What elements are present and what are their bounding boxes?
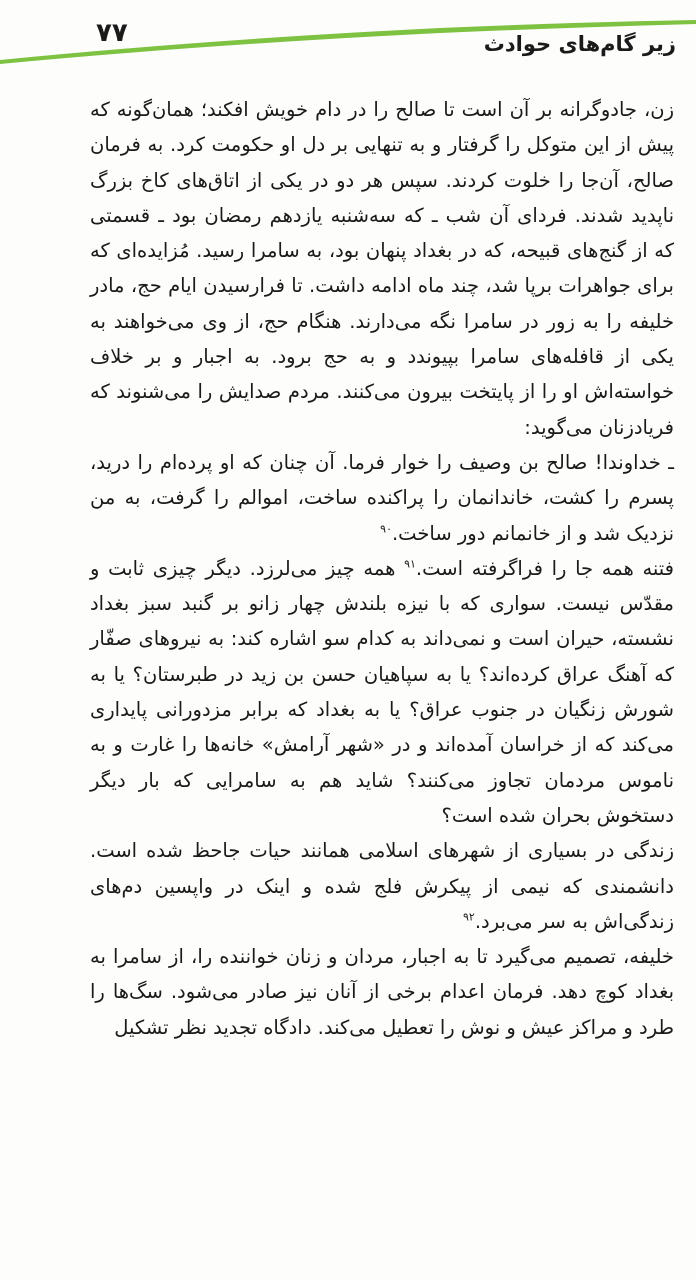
- paragraph: [90, 92, 674, 445]
- paragraph-text: خلیفه، تصمیم می‌گیرد تا به اجبار، مردان و زنان خواننده را، از سامرا به بغداد کوچ دهد. فرمان اعدام برخی از آنان نیز صادر می‌شود. سگ‌ها را طرد و مراکز عیش و نوش را تعطیل می‌کند. دادگاه تجدید نظر تشکیل: [90, 945, 674, 1039]
- paragraph-text: ـ خداوندا! صالح بن وصیف را خوار فرما. آن چنان که او پرده‌ام را درید، پسرم را کشت، خاندانمان را پراکنده ساخت، اموالم را گرفت، به من نزدیک شد و از خانمانم دور ساخت.: [90, 450, 674, 545]
- page-header: [0, 0, 696, 80]
- footnote-marker: ۹۱: [404, 557, 416, 571]
- paragraph: [90, 939, 674, 1045]
- page-number: ۷۷: [96, 18, 128, 48]
- paragraph: [90, 833, 674, 939]
- running-title: زیر گام‌های حوادث: [483, 32, 676, 56]
- paragraph-text: فتنه همه جا را فراگرفته است.: [415, 556, 674, 580]
- paragraph-text: زندگی در بسیاری از شهرهای اسلامی همانند حیات جاحظ شده است. دانشمندی که نیمی از پیکرش فلج شده و اینک در واپسین دم‌های زندگی‌اش به سر می‌برد.: [90, 839, 674, 933]
- footnote-marker: ۹۰: [380, 522, 392, 536]
- paragraph-text-continued: همه چیز می‌لرزد. دیگر چیزی ثابت و مقدّس نیست. سواری که با نیزه بلندش چهار زانو بر گنبد سبز بغداد نشسته، حیران است و نمی‌داند به کدام سو اشاره کند: به نیروهای صفّار که آهنگ عراق کرده‌اند؟ یا به سپاهیان حسن بن زید در طبرستان؟ یا به شورش زنگیان در جنوب عراق؟ یا به بغداد که برابر مزدورانی پایداری می‌کند که از خراسان آمده‌اند و در «شهر آرامش» خانه‌ها را غارت و به ناموس مردمان تجاوز می‌کنند؟ شاید هم به سامرایی که بار دیگر دستخوش بحران شده است؟: [90, 556, 674, 827]
- body-text: [90, 92, 674, 1045]
- footnote-marker: ۹۲: [462, 910, 475, 924]
- paragraph: [90, 445, 674, 551]
- paragraph-text: زن، جادوگرانه بر آن است تا صالح را در دام خویش افکند؛ همان‌گونه که پیش از این متوکل را گرفتار و به تنهایی بر دل او حکومت کرد. به فرمان صالح، آن‌جا را خلوت کردند. سپس هر دو در یکی از اتاق‌های کاخ بزرگ ناپدید شدند. فردای آن شب ـ که سه‌شنبه یازدهم رمضان بود ـ قسمتی که از گنج‌های قبیحه، که در بغداد پنهان بود، به سامرا رسید. مُزایده‌ای که برای جواهرات برپا شد، چند ماه ادامه داشت. تا فرارسیدن ایام حج، مادر خلیفه را به زور در سامرا نگه می‌دارند. هنگام حج، از وی می‌خواهند به یکی از قافله‌های سامرا بپیوندد و به حج برود. به اجبار و بر خلاف خواسته‌اش او را از پایتخت بیرون می‌کنند. مردم صدایش را می‌شنوند که فریادزنان می‌گوید:: [90, 98, 674, 439]
- paragraph: [90, 551, 674, 833]
